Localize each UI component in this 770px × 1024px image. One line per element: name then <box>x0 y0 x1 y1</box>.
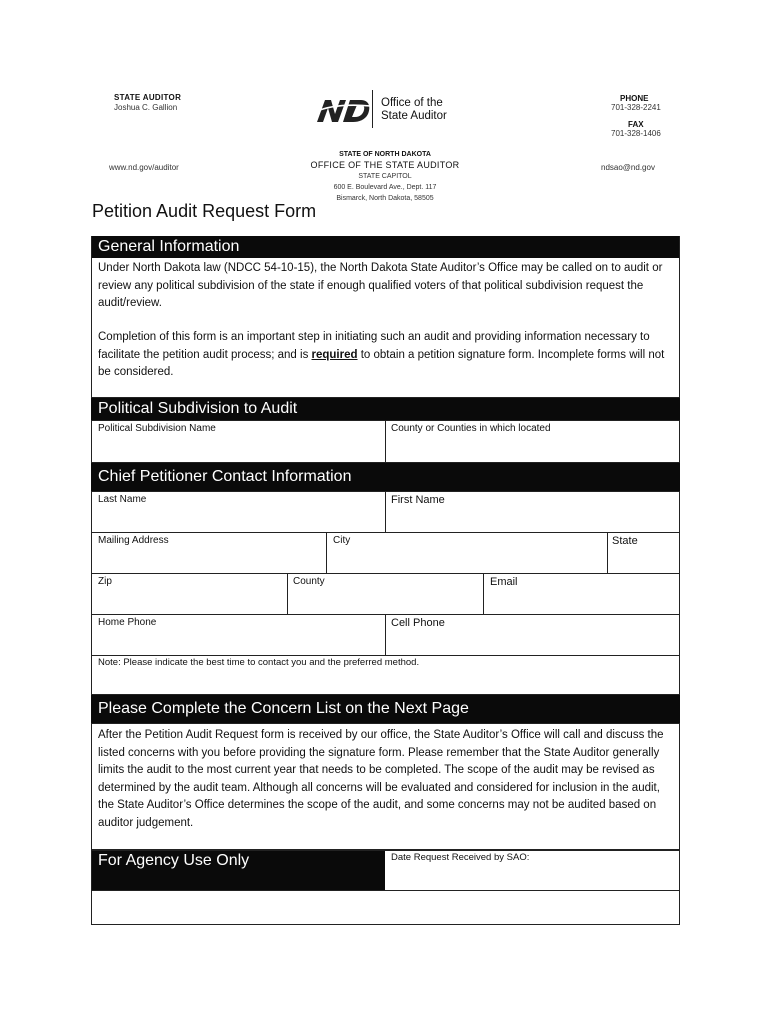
last-name-field[interactable]: Last Name <box>98 494 147 505</box>
para2-text-a: Completion of this form is an important step in initiating such an audit and providing information necessary to facilitate the petition audit process; and is <box>98 331 650 361</box>
mailing-address-field[interactable]: Mailing Address <box>98 535 169 546</box>
date-received-field[interactable]: Date Request Received by SAO: <box>391 852 530 863</box>
auditor-website-link[interactable]: www.nd.gov/auditor <box>109 163 179 172</box>
auditor-name: Joshua C. Gallion <box>114 103 178 112</box>
general-info-para2 <box>98 329 676 382</box>
home-phone-field[interactable]: Home Phone <box>98 617 157 628</box>
phone-label: PHONE <box>620 94 649 103</box>
city-field[interactable]: City <box>333 535 351 546</box>
state-field[interactable]: State <box>612 535 638 547</box>
row3-divider-b <box>483 573 484 614</box>
zip-field[interactable]: Zip <box>98 576 112 587</box>
row1-divider <box>385 491 386 532</box>
logo-text-line1: Office of the <box>381 97 443 109</box>
first-name-field[interactable]: First Name <box>391 494 445 506</box>
logo-text-line2: State Auditor <box>381 110 447 122</box>
general-info-heading: General Information <box>91 236 680 258</box>
general-info-para1: Under North Dakota law (NDCC 54-10-15), the North Dakota State Auditor’s Office may be called on to audit or review any political subdivision of the state if enough qualified voters of that political subdivision request the audit/review. <box>98 262 663 309</box>
subdivision-heading: Political Subdivision to Audit <box>91 398 680 420</box>
row4-divider <box>385 614 386 655</box>
agency-heading: For Agency Use Only <box>91 850 385 890</box>
nd-logo-icon <box>313 92 373 128</box>
address-line2: 600 E. Boulevard Ave., Dept. 117 <box>333 184 437 191</box>
fax-value: 701-328-1406 <box>611 129 661 138</box>
agency-section <box>91 850 680 925</box>
required-emphasis: required <box>311 348 358 361</box>
para2-text-b: to obtain a petition signature form. Incomplete forms will not be considered. <box>98 348 665 378</box>
row2-divider-b <box>607 532 608 573</box>
county-field[interactable]: County <box>293 576 325 587</box>
state-of-nd: STATE OF NORTH DAKOTA <box>339 151 431 158</box>
row2-divider-a <box>326 532 327 573</box>
row1-bottom <box>91 532 680 533</box>
agency-divider <box>91 890 680 891</box>
concern-para: After the Petition Audit Request form is received by our office, the State Auditor’s Office will call and discuss the listed concerns with you before providing the signature form. Please remember that the State Auditor generally limits the audit to the most current year that needs to be completed. The scope of the audit may be revised as determined by the audit team. Although all concerns will be evaluated and considered for inclusion in the audit, the State Auditor’s Office determines the scope of the audit, and some concerns may not be audited based on auditor judgement. <box>98 729 664 829</box>
office-name: OFFICE OF THE STATE AUDITOR <box>310 160 460 170</box>
contact-email[interactable]: ndsao@nd.gov <box>601 163 655 172</box>
subdivision-name-field[interactable]: Political Subdivision Name <box>98 423 216 434</box>
subdivision-divider <box>385 420 386 463</box>
contact-note-field[interactable]: Note: Please indicate the best time to contact you and the preferred method. <box>98 657 420 668</box>
phone-value: 701-328-2241 <box>611 103 661 112</box>
row3-divider-a <box>287 573 288 614</box>
address-line3: Bismarck, North Dakota, 58505 <box>336 195 434 202</box>
row4-bottom <box>91 655 680 656</box>
petitioner-heading: Chief Petitioner Contact Information <box>91 463 680 491</box>
subdivision-county-field[interactable]: County or Counties in which located <box>391 423 551 434</box>
auditor-title: STATE AUDITOR <box>114 93 182 102</box>
cell-phone-field[interactable]: Cell Phone <box>391 617 445 629</box>
form-title: Petition Audit Request Form <box>92 201 317 221</box>
concern-heading: Please Complete the Concern List on the Next Page <box>91 695 680 723</box>
row2-bottom <box>91 573 680 574</box>
address-line1: STATE CAPITOL <box>358 173 412 180</box>
email-field[interactable]: Email <box>490 576 518 588</box>
fax-label: FAX <box>628 120 644 129</box>
logo-divider <box>372 90 373 128</box>
